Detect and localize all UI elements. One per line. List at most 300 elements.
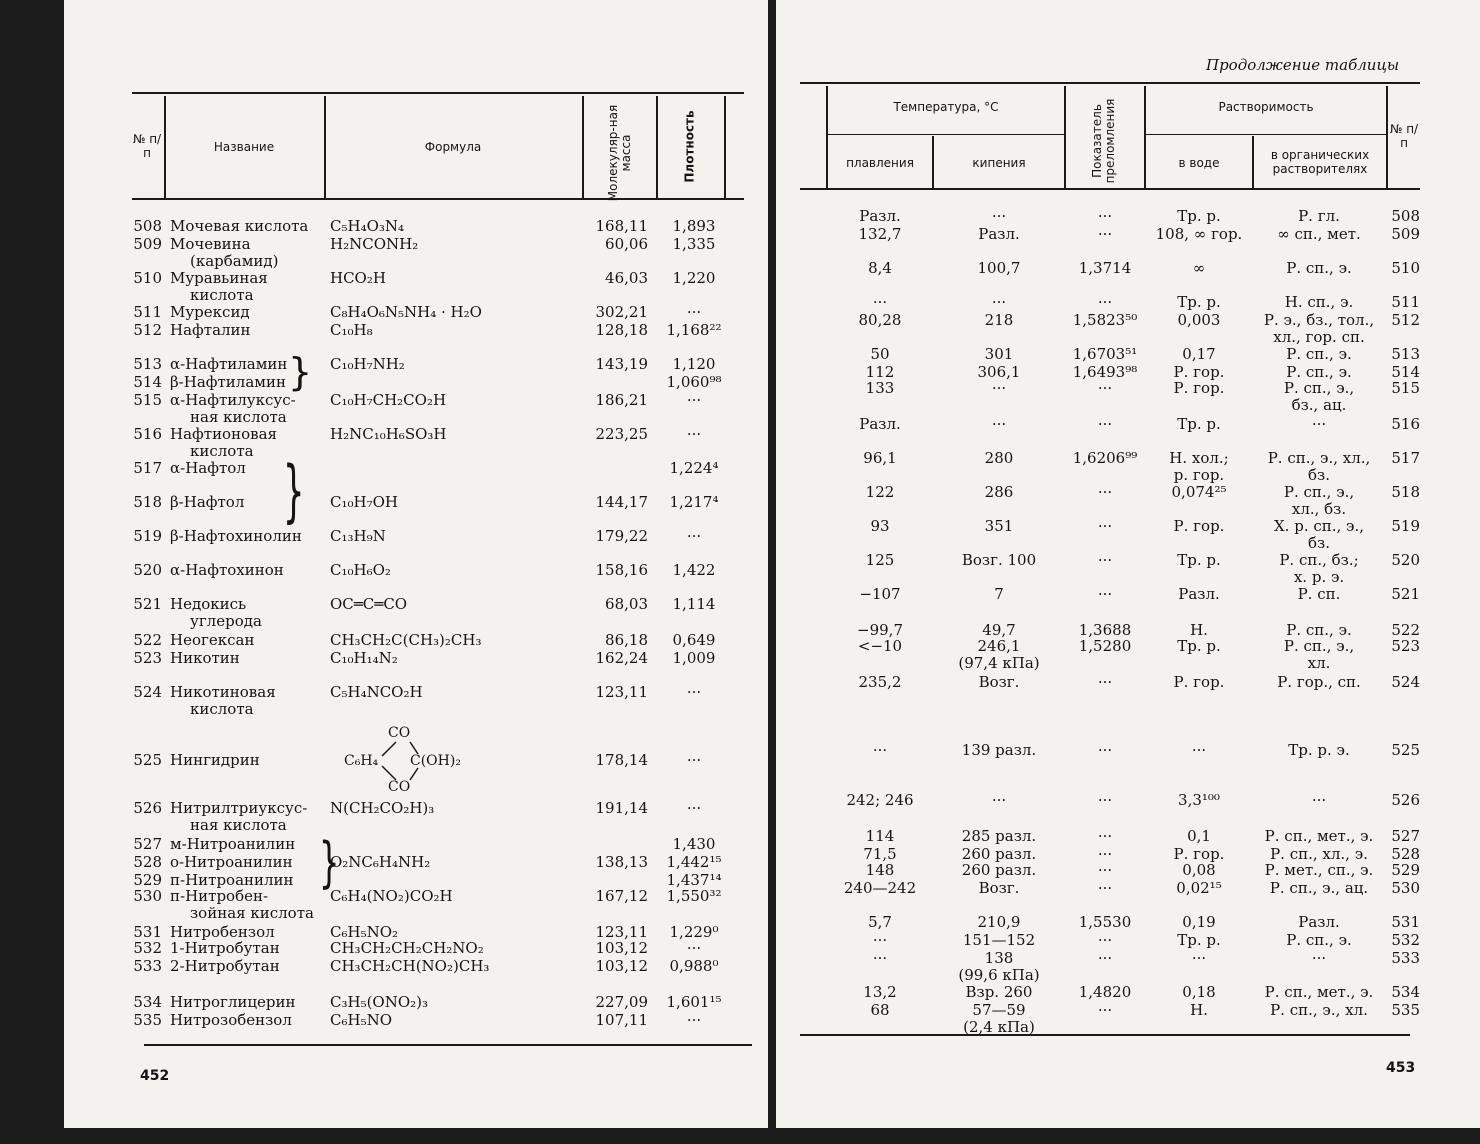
density: 1,220 — [672, 269, 716, 287]
density: ··· — [686, 799, 702, 817]
solubility-water: Н. — [1190, 621, 1208, 639]
melting-point: 114 — [865, 827, 895, 845]
compound-name-cont: (карбамид) — [190, 252, 279, 270]
row-number: 510 — [1391, 259, 1420, 277]
solubility-organic-cont: бз. — [1308, 534, 1330, 552]
molecular-mass: 302,21 — [595, 303, 648, 321]
row-number: 524 — [1391, 673, 1420, 691]
row-number: 509 — [1391, 225, 1420, 243]
refractive-index: ··· — [1097, 415, 1113, 433]
compound-formula: O₂NC₆H₄NH₂ — [330, 853, 431, 871]
bottom-rule — [144, 1044, 752, 1046]
header-name: Название — [213, 140, 275, 154]
row-number: 513 — [133, 355, 162, 373]
compound-name-cont: кислота — [190, 286, 254, 304]
density: 1,893 — [672, 217, 716, 235]
solubility-water: 0,17 — [1182, 345, 1216, 363]
right-page — [776, 0, 1480, 1128]
solubility-organic: Разл. — [1298, 913, 1340, 931]
melting-point: −107 — [859, 585, 901, 603]
header-num: № п/п — [132, 132, 162, 160]
molecular-mass: 144,17 — [595, 493, 648, 511]
row-number: 523 — [1391, 637, 1420, 655]
solubility-organic: Р. э., бз., тол., — [1263, 311, 1375, 329]
boiling-point: 260 разл. — [961, 861, 1037, 879]
solubility-water-cont: р. гор. — [1173, 466, 1225, 484]
row-number: 532 — [133, 939, 162, 957]
row-number: 524 — [133, 683, 162, 701]
compound-name-cont: ная кислота — [190, 816, 287, 834]
header-formula: Формула — [424, 140, 482, 154]
solubility-water: Н. — [1190, 1001, 1208, 1019]
compound-formula: C₁₃H₉N — [330, 527, 386, 545]
molecular-mass: 46,03 — [605, 269, 648, 287]
row-number: 523 — [133, 649, 162, 667]
ninhydrin-co-top: CO — [388, 725, 411, 741]
row-number: 530 — [1391, 879, 1420, 897]
compound-name-cont: зойная кислота — [190, 904, 314, 922]
refractive-index: ··· — [1097, 293, 1113, 311]
density: 1,442¹⁵ — [666, 853, 722, 871]
row-number: 519 — [1391, 517, 1420, 535]
row-number: 522 — [133, 631, 162, 649]
compound-name-cont: кислота — [190, 700, 254, 718]
density: 1,168²² — [666, 321, 722, 339]
boiling-point: Возг. — [978, 673, 1020, 691]
compound-name: Нингидрин — [170, 751, 260, 769]
molecular-mass: 143,19 — [595, 355, 648, 373]
density: ··· — [686, 939, 702, 957]
row-number: 509 — [133, 235, 162, 253]
page-number-left: 452 — [140, 1068, 170, 1084]
compound-name: Нафталин — [170, 321, 251, 339]
density: ··· — [686, 527, 702, 545]
compound-formula: C₁₀H₇OH — [330, 493, 398, 511]
boiling-point: 210,9 — [977, 913, 1021, 931]
header-density: Плотность — [682, 110, 697, 183]
ninhydrin-coh2: C(OH)₂ — [410, 753, 461, 769]
solubility-water: 0,19 — [1182, 913, 1216, 931]
solubility-water: 0,18 — [1182, 983, 1216, 1001]
molecular-mass: 138,13 — [595, 853, 648, 871]
density: 1,009 — [672, 649, 716, 667]
compound-name: β-Нафтохинолин — [170, 527, 302, 545]
refractive-index: 1,5280 — [1078, 637, 1132, 655]
refractive-index: ··· — [1097, 517, 1113, 535]
density: 1,224⁴ — [669, 459, 719, 477]
refractive-index: ··· — [1097, 791, 1113, 809]
row-number: 519 — [133, 527, 162, 545]
boiling-point: 57—59 — [972, 1001, 1026, 1019]
melting-point: 68 — [870, 1001, 890, 1019]
solubility-water: Разл. — [1178, 585, 1220, 603]
melting-point: 240—242 — [843, 879, 917, 897]
compound-name: п-Нитробен- — [170, 887, 269, 905]
solubility-organic: Р. сп., э., — [1283, 483, 1355, 501]
row-number: 530 — [133, 887, 162, 905]
solubility-organic: Р. сп. — [1297, 585, 1341, 603]
refractive-index: 1,6493⁹⁸ — [1072, 363, 1138, 381]
solubility-organic: Р. сп., э., — [1283, 637, 1355, 655]
melting-point: ··· — [872, 741, 888, 759]
compound-formula: C₆H₅NO₂ — [330, 923, 399, 941]
density: 1,430 — [672, 835, 716, 853]
boiling-point: Взр. 260 — [965, 983, 1033, 1001]
density: ··· — [686, 391, 702, 409]
row-number: 531 — [133, 923, 162, 941]
row-number: 511 — [133, 303, 162, 321]
compound-formula: C₁₀H₈ — [330, 321, 373, 339]
compound-name: Мурексид — [170, 303, 250, 321]
molecular-mass: 123,11 — [595, 683, 648, 701]
compound-name: Никотиновая — [170, 683, 276, 701]
density: 1,422 — [672, 561, 716, 579]
compound-formula: C₁₀H₆O₂ — [330, 561, 391, 579]
solubility-water: Тр. р. — [1177, 415, 1221, 433]
melting-point: 96,1 — [863, 449, 897, 467]
ninhydrin-co-bottom: CO — [388, 779, 411, 795]
solubility-organic: Тр. р. э. — [1288, 741, 1350, 759]
header-melting: плавления — [846, 156, 914, 170]
density: 1,550³² — [666, 887, 722, 905]
density: 1,217⁴ — [669, 493, 719, 511]
solubility-water: Н. хол.; — [1169, 449, 1229, 467]
molecular-mass: 123,11 — [595, 923, 648, 941]
compound-formula: CH₃CH₂CH₂CH₂NO₂ — [330, 939, 484, 957]
row-number: 534 — [1391, 983, 1420, 1001]
brace-513-514: } — [288, 350, 313, 394]
compound-name: Неогексан — [170, 631, 255, 649]
left-page — [64, 0, 768, 1128]
compound-formula: CH₃CH₂CH(NO₂)CH₃ — [330, 957, 490, 975]
row-number: 515 — [1391, 379, 1420, 397]
compound-formula: N(CH₂CO₂H)₃ — [330, 799, 435, 817]
refractive-index: ··· — [1097, 673, 1113, 691]
boiling-point: 151—152 — [962, 931, 1036, 949]
solubility-organic: Х. р. сп., э., — [1274, 517, 1364, 535]
molecular-mass: 178,14 — [595, 751, 648, 769]
solubility-organic: Р. сп., э. — [1286, 931, 1352, 949]
solubility-water: Р. гор. — [1173, 845, 1225, 863]
row-number: 522 — [1391, 621, 1420, 639]
solubility-organic: Р. сп., э., хл. — [1270, 1001, 1368, 1019]
melting-point: 13,2 — [863, 983, 897, 1001]
boiling-point: 306,1 — [977, 363, 1021, 381]
solubility-water: Тр. р. — [1177, 551, 1221, 569]
density: 1,437¹⁴ — [666, 871, 722, 889]
solubility-organic: Р. сп., бз.; — [1279, 551, 1359, 569]
row-number: 521 — [1391, 585, 1420, 603]
molecular-mass: 103,12 — [595, 957, 648, 975]
refractive-index: 1,4820 — [1078, 983, 1132, 1001]
compound-name: Нафтионовая — [170, 425, 277, 443]
melting-point: <−10 — [857, 637, 903, 655]
density: 1,060⁹⁸ — [666, 373, 722, 391]
boiling-point: 218 — [984, 311, 1014, 329]
row-number: 529 — [1391, 861, 1420, 879]
compound-name: Нитробензол — [170, 923, 275, 941]
solubility-organic-cont: хл. — [1307, 654, 1331, 672]
melting-point: 133 — [865, 379, 895, 397]
solubility-water: ∞ — [1192, 259, 1206, 277]
row-number: 521 — [133, 595, 162, 613]
compound-name-cont: кислота — [190, 442, 254, 460]
molecular-mass: 128,18 — [595, 321, 648, 339]
solubility-water: 0,1 — [1187, 827, 1211, 845]
boiling-point: ··· — [991, 207, 1007, 225]
solubility-organic: Р. сп., э., хл., — [1267, 449, 1371, 467]
compound-formula: C₆H₄(NO₂)CO₂H — [330, 887, 453, 905]
solubility-water: ··· — [1191, 741, 1207, 759]
solubility-water: Р. гор. — [1173, 363, 1225, 381]
density: ··· — [686, 425, 702, 443]
molecular-mass: 167,12 — [595, 887, 648, 905]
solubility-water: Тр. р. — [1177, 293, 1221, 311]
brace-517-518: } — [282, 452, 305, 531]
melting-point: 80,28 — [858, 311, 902, 329]
compound-name: Муравьиная — [170, 269, 268, 287]
compound-name: Мочевая кислота — [170, 217, 309, 235]
compound-formula: HCO₂H — [330, 269, 386, 287]
boiling-point: 139 разл. — [961, 741, 1037, 759]
compound-formula: H₂NCONH₂ — [330, 235, 419, 253]
melting-point: 125 — [865, 551, 895, 569]
solubility-organic: Р. сп., мет., э. — [1264, 983, 1374, 1001]
boiling-pressure: (97,4 кПа) — [958, 654, 1040, 672]
solubility-organic: Р. сп., э. — [1286, 259, 1352, 277]
solubility-organic: Р. гор., сп. — [1277, 673, 1361, 691]
solubility-organic: ··· — [1311, 791, 1327, 809]
solubility-water: Р. гор. — [1173, 379, 1225, 397]
header-boiling: кипения — [972, 156, 1026, 170]
boiling-point: ··· — [991, 791, 1007, 809]
compound-formula: OC═C═CO — [330, 595, 408, 613]
boiling-point: 351 — [984, 517, 1014, 535]
refractive-index: ··· — [1097, 879, 1113, 897]
melting-point: 8,4 — [868, 259, 892, 277]
molecular-mass: 227,09 — [595, 993, 648, 1011]
boiling-point: 285 разл. — [961, 827, 1037, 845]
melting-point: 5,7 — [868, 913, 892, 931]
melting-point: Разл. — [859, 207, 901, 225]
boiling-point: 301 — [984, 345, 1014, 363]
refractive-index: ··· — [1097, 741, 1113, 759]
boiling-point: 260 разл. — [961, 845, 1037, 863]
boiling-point: 138 — [984, 949, 1014, 967]
row-number: 511 — [1391, 293, 1420, 311]
row-number: 512 — [1391, 311, 1420, 329]
refractive-index: ··· — [1097, 225, 1113, 243]
boiling-point: Возг. — [978, 879, 1020, 897]
bottom-rule — [800, 1034, 1410, 1036]
refractive-index: ··· — [1097, 949, 1113, 967]
col-divider — [582, 96, 584, 198]
solubility-water: 0,003 — [1177, 311, 1221, 329]
melting-point: ··· — [872, 949, 888, 967]
melting-point: 50 — [870, 345, 890, 363]
solubility-water: 3,3¹⁰⁰ — [1178, 791, 1220, 809]
row-number: 518 — [133, 493, 162, 511]
compound-name: α-Нафтохинон — [170, 561, 284, 579]
melting-point: 112 — [865, 363, 895, 381]
compound-name: α-Нафтол — [170, 459, 246, 477]
boiling-point: 49,7 — [982, 621, 1016, 639]
compound-name: Никотин — [170, 649, 240, 667]
melting-point: 71,5 — [863, 845, 897, 863]
boiling-point: ··· — [991, 415, 1007, 433]
brace-527-529: } — [318, 831, 340, 894]
refractive-index: 1,5530 — [1078, 913, 1132, 931]
melting-point: ··· — [872, 931, 888, 949]
row-number: 535 — [133, 1011, 162, 1029]
solubility-organic: Р. сп., э., — [1283, 379, 1355, 397]
row-number: 508 — [1391, 207, 1420, 225]
solubility-organic-cont: х. р. э. — [1293, 568, 1345, 586]
molecular-mass: 186,21 — [595, 391, 648, 409]
compound-name: β-Нафтол — [170, 493, 245, 511]
header-num: № п/п — [1389, 122, 1419, 150]
boiling-point: 286 — [984, 483, 1014, 501]
molecular-mass: 168,11 — [595, 217, 648, 235]
refractive-index: 1,5823⁵⁰ — [1072, 311, 1138, 329]
row-number: 518 — [1391, 483, 1420, 501]
solubility-organic-cont: бз. — [1308, 466, 1330, 484]
compound-name-cont: ная кислота — [190, 408, 287, 426]
solubility-organic: Н. сп., э. — [1284, 293, 1354, 311]
boiling-point: 280 — [984, 449, 1014, 467]
header-solubility: Растворимость — [1218, 100, 1314, 114]
compound-name: о-Нитроанилин — [170, 853, 293, 871]
ninhydrin-c6h4: C₆H₄ — [344, 753, 379, 769]
compound-name: Нитрозобензол — [170, 1011, 292, 1029]
molecular-mass: 162,24 — [595, 649, 648, 667]
table-top-rule — [800, 82, 1420, 84]
density: ··· — [686, 683, 702, 701]
refractive-index: ··· — [1097, 861, 1113, 879]
solubility-organic: Р. сп., э. — [1286, 345, 1352, 363]
molecular-mass: 86,18 — [605, 631, 648, 649]
molecular-mass: 223,25 — [595, 425, 648, 443]
compound-formula: C₁₀H₇CH₂CO₂H — [330, 391, 447, 409]
page-number-right: 453 — [1386, 1060, 1416, 1076]
solubility-organic: Р. сп., э., ац. — [1269, 879, 1369, 897]
compound-formula: H₂NC₁₀H₆SO₃H — [330, 425, 447, 443]
compound-name: α-Нафтилуксус- — [170, 391, 296, 409]
col-divider — [1064, 86, 1066, 188]
boiling-point: 7 — [994, 585, 1004, 603]
compound-formula: C₈H₄O₆N₅NH₄ · H₂O — [330, 303, 482, 321]
compound-name-cont: углерода — [190, 612, 262, 630]
continuation-title: Продолжение таблицы — [1206, 56, 1400, 74]
density: 1,601¹⁵ — [666, 993, 722, 1011]
melting-point: ··· — [872, 293, 888, 311]
solubility-organic: ∞ сп., мет. — [1277, 225, 1361, 243]
row-number: 517 — [1391, 449, 1420, 467]
molecular-mass: 68,03 — [605, 595, 648, 613]
row-number: 520 — [1391, 551, 1420, 569]
solubility-water: Р. гор. — [1173, 673, 1225, 691]
compound-name: Недокись — [170, 595, 247, 613]
density: ··· — [686, 751, 702, 769]
row-number: 508 — [133, 217, 162, 235]
molecular-mass: 191,14 — [595, 799, 648, 817]
refractive-index: ··· — [1097, 585, 1113, 603]
row-number: 529 — [133, 871, 162, 889]
table-top-rule — [132, 92, 744, 94]
row-number: 532 — [1391, 931, 1420, 949]
header-temperature: Температура, °C — [893, 100, 999, 114]
row-number: 533 — [1391, 949, 1420, 967]
row-number: 526 — [1391, 791, 1420, 809]
solubility-organic: ··· — [1311, 415, 1327, 433]
boiling-point: 246,1 — [977, 637, 1021, 655]
row-number: 525 — [133, 751, 162, 769]
density: 0,649 — [672, 631, 716, 649]
row-number: 528 — [1391, 845, 1420, 863]
solubility-water: 0,074²⁵ — [1171, 483, 1227, 501]
molecular-mass: 103,12 — [595, 939, 648, 957]
molecular-mass: 107,11 — [595, 1011, 648, 1029]
header-bottom-rule — [132, 198, 744, 200]
row-number: 514 — [1391, 363, 1420, 381]
compound-name: 2-Нитробутан — [170, 957, 280, 975]
row-number: 517 — [133, 459, 162, 477]
refractive-index: ··· — [1097, 207, 1113, 225]
compound-name: м-Нитроанилин — [170, 835, 296, 853]
solubility-water: Тр. р. — [1177, 931, 1221, 949]
row-number: 528 — [133, 853, 162, 871]
compound-formula: C₁₀H₁₄N₂ — [330, 649, 398, 667]
row-number: 520 — [133, 561, 162, 579]
molecular-mass: 179,22 — [595, 527, 648, 545]
header-refraction: Показатель преломления — [1090, 98, 1117, 184]
row-number: 527 — [133, 835, 162, 853]
solubility-organic: Р. сп., э. — [1286, 363, 1352, 381]
refractive-index: ··· — [1097, 845, 1113, 863]
density: 1,114 — [672, 595, 716, 613]
header-mass: Молекуляр-ная масса — [606, 104, 633, 202]
boiling-point: Возг. 100 — [961, 551, 1037, 569]
col-divider — [724, 96, 726, 198]
solub-subrule — [1146, 134, 1386, 135]
solubility-organic-cont: хл., гор. сп. — [1273, 328, 1365, 346]
melting-point: 132,7 — [858, 225, 902, 243]
row-number: 533 — [133, 957, 162, 975]
solubility-organic-cont: хл., бз. — [1291, 500, 1347, 518]
row-number: 531 — [1391, 913, 1420, 931]
density: ··· — [686, 303, 702, 321]
density: 1,335 — [672, 235, 716, 253]
compound-formula: C₅H₄O₃N₄ — [330, 217, 405, 235]
density: ··· — [686, 1011, 702, 1029]
solubility-organic: ··· — [1311, 949, 1327, 967]
row-number: 516 — [133, 425, 162, 443]
solubility-water: Р. гор. — [1173, 517, 1225, 535]
solubility-water: Тр. р. — [1177, 207, 1221, 225]
refractive-index: ··· — [1097, 827, 1113, 845]
refractive-index: ··· — [1097, 931, 1113, 949]
density: 1,120 — [672, 355, 716, 373]
refractive-index: ··· — [1097, 551, 1113, 569]
solubility-water: 0,02¹⁵ — [1176, 879, 1222, 897]
boiling-pressure: (99,6 кПа) — [958, 966, 1040, 984]
compound-formula: C₆H₅NO — [330, 1011, 393, 1029]
solubility-organic: Р. сп., хл., э. — [1270, 845, 1368, 863]
compound-name: п-Нитроанилин — [170, 871, 294, 889]
refractive-index: ··· — [1097, 483, 1113, 501]
solubility-organic: Р. гл. — [1298, 207, 1340, 225]
melting-point: Разл. — [859, 415, 901, 433]
